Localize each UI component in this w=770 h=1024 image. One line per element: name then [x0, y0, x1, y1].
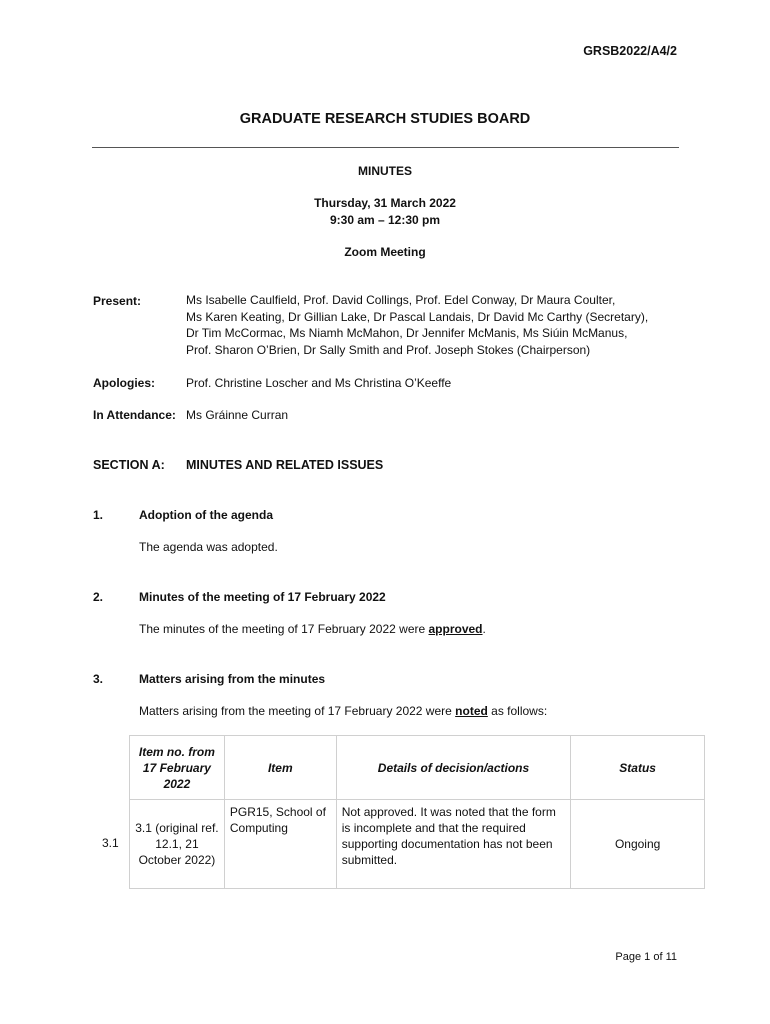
cell-item-no: 3.1 (original ref. 12.1, 21 October 2022): [130, 800, 225, 889]
item-text-before: The agenda was adopted.: [139, 540, 278, 554]
page-footer: [615, 951, 677, 963]
page-number: 1: [644, 951, 651, 963]
table-row-number: 3.1: [102, 836, 119, 850]
item-title: Adoption of the agenda: [139, 508, 273, 522]
present-list: [186, 292, 648, 358]
item-text: [139, 622, 486, 636]
item-number: 3.: [93, 672, 104, 686]
item-number: 2.: [93, 590, 104, 604]
item-text-before: The minutes of the meeting of 17 February 2022 were: [139, 622, 429, 636]
meeting-date: Thursday, 31 March 2022: [314, 196, 456, 210]
apologies-value: Prof. Christine Loscher and Ms Christina O’Keeffe: [186, 376, 452, 390]
table-header-row: [130, 736, 705, 800]
table-row: [130, 800, 705, 889]
header-details: Details of decision/actions: [336, 736, 571, 800]
matters-arising-table: [129, 735, 705, 889]
present-line: Ms Karen Keating, Dr Gillian Lake, Dr Pascal Landais, Dr David Mc Carthy (Secretary),: [186, 309, 649, 324]
cell-details: Not approved. It was noted that the form is incomplete and that the required supporting documentation has not been submitted.: [336, 800, 571, 889]
document-reference: GRSB2022/A4/2: [583, 44, 677, 58]
page-prefix: Page: [615, 951, 645, 963]
header-item-no: Item no. from 17 February 2022: [130, 736, 225, 800]
item-decision: approved: [428, 622, 483, 636]
item-title: Matters arising from the minutes: [139, 672, 326, 686]
in-attendance-label: In Attendance:: [93, 408, 176, 422]
apologies-label: Apologies:: [93, 376, 155, 390]
item-text: [139, 540, 278, 554]
present-line: Prof. Sharon O’Brien, Dr Sally Smith and Prof. Joseph Stokes (Chairperson): [186, 342, 591, 357]
present-line: Dr Tim McCormac, Ms Niamh McMahon, Dr Jennifer McManis, Ms Siúin McManus,: [186, 326, 628, 340]
board-title: GRADUATE RESEARCH STUDIES BOARD: [239, 111, 531, 127]
item-text: [139, 704, 547, 718]
meeting-time: 9:30 am – 12:30 pm: [329, 213, 441, 227]
section-number: SECTION A:: [93, 458, 165, 472]
page-total: 11: [665, 951, 677, 963]
cell-status: Ongoing: [571, 800, 705, 889]
header-status: Status: [571, 736, 705, 800]
page-middle: of: [650, 951, 666, 963]
in-attendance-value: Ms Gráinne Curran: [186, 408, 289, 422]
present-label: Present:: [93, 294, 142, 308]
item-text-after: as follows:: [487, 704, 548, 718]
item-text-after: .: [482, 622, 486, 636]
present-line: Ms Isabelle Caulfield, Prof. David Collings, Prof. Edel Conway, Dr Maura Coulter,: [186, 293, 616, 307]
section-title: MINUTES AND RELATED ISSUES: [186, 458, 384, 472]
item-text-before: Matters arising from the meeting of 17 February 2022 were: [139, 704, 456, 718]
header-item: Item: [224, 736, 336, 800]
item-decision: noted: [455, 704, 488, 718]
meeting-venue: Zoom Meeting: [344, 245, 426, 259]
item-number: 1.: [93, 508, 104, 522]
minutes-heading: MINUTES: [358, 164, 412, 178]
cell-item: PGR15, School of Computing: [224, 800, 336, 889]
title-divider: [92, 147, 679, 148]
item-title: Minutes of the meeting of 17 February 2022: [139, 590, 386, 604]
